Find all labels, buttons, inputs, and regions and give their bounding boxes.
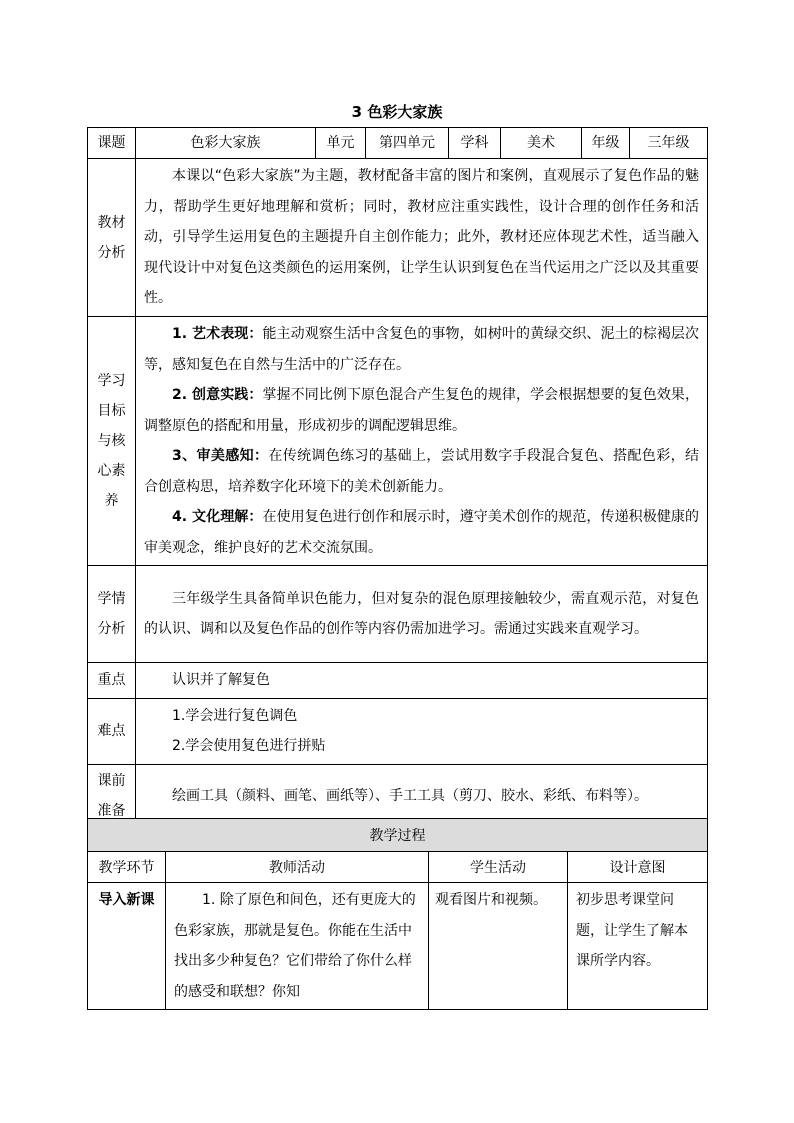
goals-label: 学习 目标 与核 心素 养 [88, 317, 136, 566]
col-teacher-header: 教师活动 [166, 852, 429, 883]
goal-item: 3、审美感知：在传统调色练习的基础上，尝试用数字手段混合复色、搭配色彩，结合创意构思，培养数字化环境下的美术创新能力。 [144, 448, 699, 495]
grade-value: 三年级 [630, 128, 708, 159]
prep-text: 绘画工具（颜料、画笔、画纸等）、手工工具（剪刀、胶水、彩纸、布料等）。 [136, 764, 708, 828]
key-text: 认识并了解复色 [136, 663, 708, 699]
goal-item: 2. 创意实践：掌握不同比例下原色混合产生复色的规律，学会根据想要的复色效果，调整原色的搭配和用量，形成初步的调配逻辑思维。 [144, 387, 700, 434]
situation-text: 三年级学生具备简单识色能力，但对复杂的混色原理接触较少，需直观示范，对复色的认识、调和以及复色作品的创作等内容仍需加进学习。需通过实践来直观学习。 [136, 566, 708, 663]
situation-label: 学情 分析 [88, 566, 136, 663]
student-activity-cell: 观看图片和视频。 [429, 883, 568, 1010]
goal-item: 4. 文化理解：在使用复色进行创作和展示时，遵守美术创作的规范，传递积极健康的审美观念，维护良好的艺术交流氛围。 [144, 509, 700, 556]
material-label: 教材 分析 [88, 159, 136, 317]
document-title: 3 色彩大家族 [351, 103, 443, 121]
col-student-header: 学生活动 [429, 852, 568, 883]
grade-label: 年级 [582, 128, 630, 159]
col-stage-header: 教学环节 [88, 852, 166, 883]
process-title: 教学过程 [88, 819, 708, 852]
difficulty-label: 难点 [88, 698, 136, 764]
unit-value: 第四单元 [366, 128, 449, 159]
topic-value: 色彩大家族 [136, 128, 316, 159]
design-intent-cell: 初步思考课堂问题，让学生了解本课所学内容。 [568, 883, 708, 1010]
material-text: 本课以“色彩大家族”为主题，教材配备丰富的图片和案例，直观展示了复色作品的魅力，帮助学生更好地理解和赏析；同时，教材应注重实践性，设计合理的创作任务和活动，引导学生运用复色的主题提升自主创作能力；此外，教材还应体现艺术性，适当融入现代设计中对复色这类颜色的运用案例，让学生认识到复色在当代运用之广泛以及其重要性。 [136, 159, 708, 317]
goal-item: 1. 艺术表现：能主动观察生活中含复色的事物，如树叶的黄绿交织、泥土的棕褐层次等，感知复色在自然与生活中的广泛存在。 [144, 326, 700, 373]
unit-label: 单元 [316, 128, 366, 159]
subject-label: 学科 [449, 128, 501, 159]
prep-label: 课前 准备 [88, 764, 136, 828]
goals-list [136, 317, 708, 566]
difficulty-text: 1.学会进行复色调色 2.学会使用复色进行拼贴 [136, 698, 708, 764]
topic-label: 课题 [88, 128, 136, 159]
lesson-info-table [87, 127, 708, 829]
subject-value: 美术 [501, 128, 582, 159]
col-design-header: 设计意图 [568, 852, 708, 883]
teaching-process-table [87, 818, 708, 1010]
stage-cell: 导入新课 [88, 883, 166, 1010]
key-label: 重点 [88, 663, 136, 699]
teacher-activity-cell: 1. 除了原色和间色，还有更庞大的色彩家族，那就是复色。你能在生活中找出多少种复色？它们带给了你什么样的感受和联想？你知 [166, 883, 429, 1010]
